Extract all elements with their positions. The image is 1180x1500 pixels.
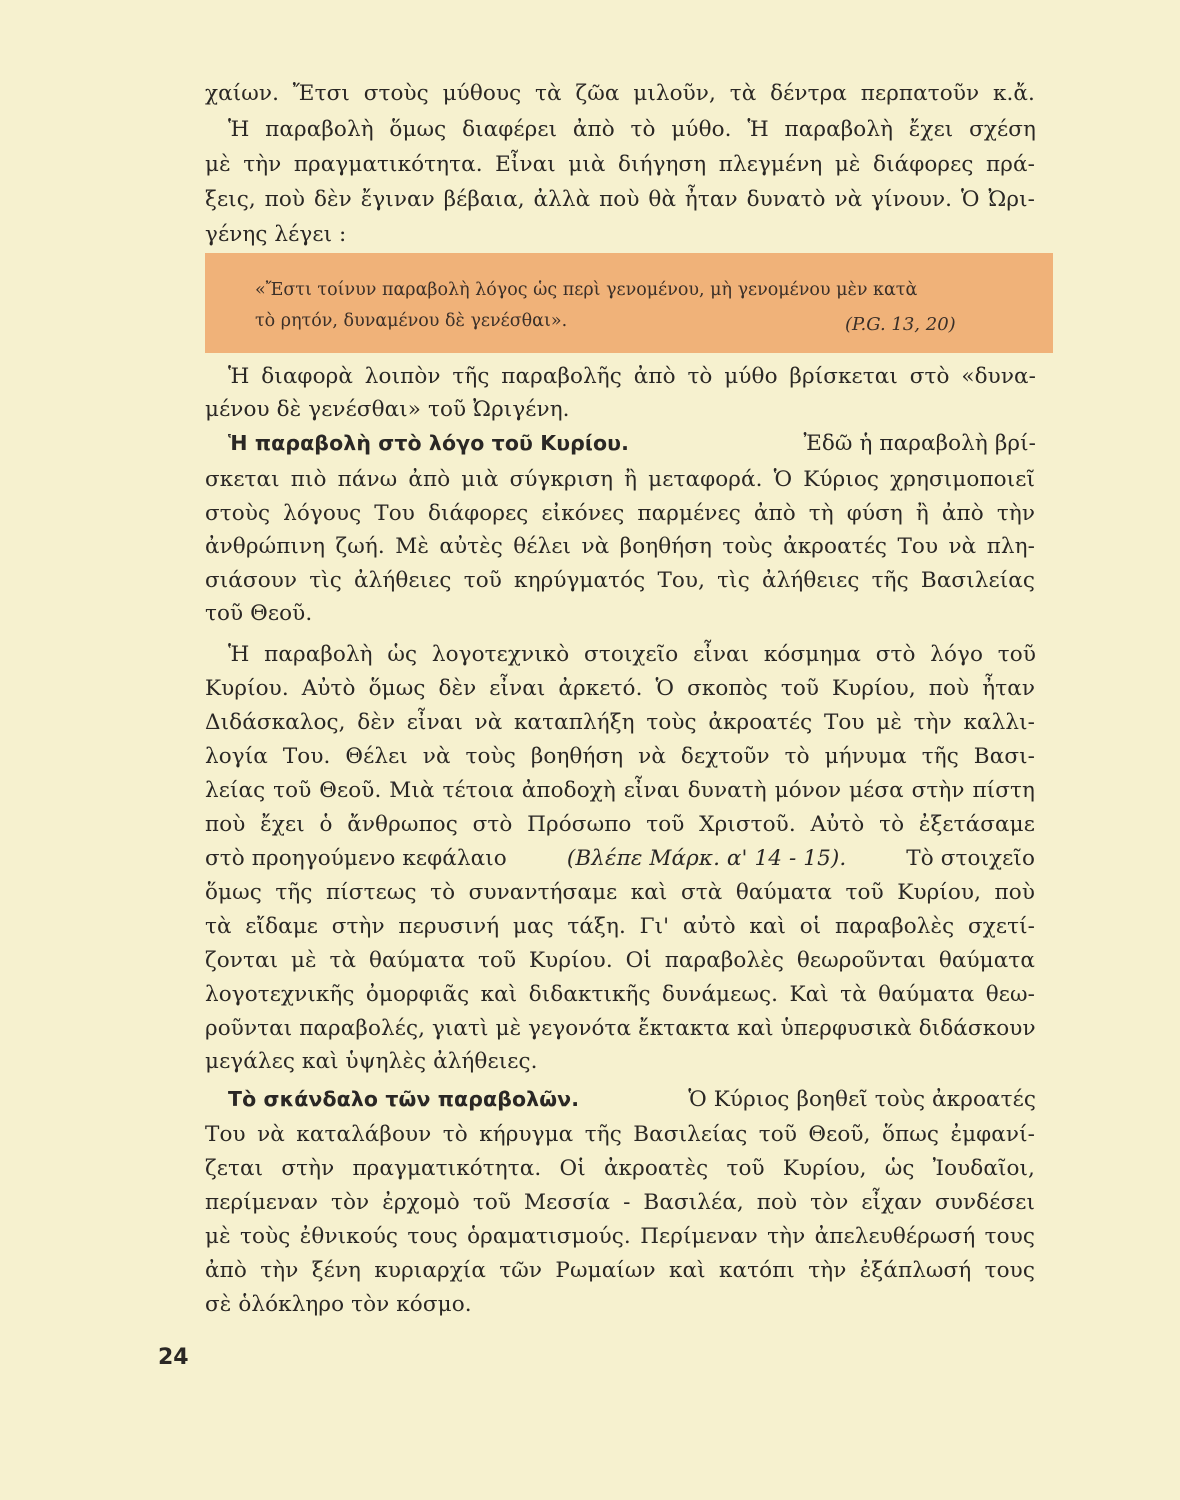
section-heading: Ἡ παραβολὴ στὸ λόγο τοῦ Κυρίου. (228, 431, 630, 455)
text-line: σκεται πιὸ πάνω ἀπὸ μιὰ σύγκριση ἢ μεταφορά. Ὁ Κύριος χρησιμοποιεῖ (205, 467, 1035, 492)
quote-highlight-box (205, 253, 1053, 353)
text-line: χαίων. Ἔτσι στοὺς μύθους τὰ ζῶα μιλοῦν, τὰ δέντρα περπατοῦν κ.ἄ. (205, 81, 1035, 106)
text-line: ὅμως τῆς πίστεως τὸ συναντήσαμε καὶ στὰ θαύματα τοῦ Κυρίου, ποὺ (205, 880, 1035, 905)
text-line: Ἡ διαφορὰ λοιπὸν τῆς παραβολῆς ἀπὸ τὸ μύθο βρίσκεται στὸ «δυνα- (228, 364, 1036, 389)
text-line: μεγάλες καὶ ὑψηλὲς ἀλήθειες. (205, 1049, 538, 1074)
text-line: Ἡ παραβολὴ ὡς λογοτεχνικὸ στοιχεῖο εἶναι κόσμημα στὸ λόγο τοῦ (228, 642, 1036, 667)
text-fragment: Τὸ στοιχεῖο (906, 846, 1035, 871)
text-fragment: Ὁ Κύριος βοηθεῖ τοὺς ἀκροατές (688, 1087, 1036, 1112)
section-heading: Τὸ σκάνδαλο τῶν παραβολῶν. (228, 1087, 580, 1111)
text-line: ἀνθρώπινη ζωή. Μὲ αὐτὲς θέλει νὰ βοηθήση τοὺς ἀκροατές Του νὰ πλη- (205, 534, 1035, 559)
text-line: μὲ τὴν πραγματικότητα. Εἶναι μιὰ διήγηση πλεγμένη μὲ διάφορες πρά- (205, 152, 1035, 177)
bible-reference: (Βλέπε Μάρκ. α' 14 - 15). (566, 846, 847, 871)
text-fragment: Ἐδῶ ἡ παραβολὴ βρί- (803, 431, 1036, 456)
text-line: σιάσουν τὶς ἀλήθειες τοῦ κηρύγματός Του, τὶς ἀλήθειες τῆς Βασιλείας (205, 568, 1035, 593)
quote-reference: (P.G. 13, 20) (845, 314, 956, 335)
page-number: 24 (158, 1345, 189, 1370)
text-line: ξεις, ποὺ δὲν ἔγιναν βέβαια, ἀλλὰ ποὺ θὰ ἦταν δυνατὸ νὰ γίνουν. Ὁ Ὠρι- (205, 187, 1035, 212)
text-fragment: στὸ προηγούμενο κεφάλαιο (205, 846, 507, 871)
text-line: ζονται μὲ τὰ θαύματα τοῦ Κυρίου. Οἱ παραβολὲς θεωροῦνται θαύματα (205, 948, 1035, 973)
text-line: περίμεναν τὸν ἐρχομὸ τοῦ Μεσσία - Βασιλέα, ποὺ τὸν εἶχαν συνδέσει (205, 1190, 1035, 1215)
text-line: ἀπὸ τὴν ξένη κυριαρχία τῶν Ρωμαίων καὶ κατόπι τὴν ἐξάπλωσή τους (205, 1258, 1035, 1283)
text-line (205, 846, 1035, 871)
text-line: λογοτεχνικῆς ὀμορφιᾶς καὶ διδακτικῆς δυνάμεως. Καὶ τὰ θαύματα θεω- (205, 982, 1035, 1007)
text-line: Διδάσκαλος, δὲν εἶναι νὰ καταπλήξη τοὺς ἀκροατές Του μὲ τὴν καλλι- (205, 710, 1035, 735)
text-line: γένης λέγει : (205, 222, 347, 247)
text-line: Κυρίου. Αὐτὸ ὅμως δὲν εἶναι ἀρκετό. Ὁ σκοπὸς τοῦ Κυρίου, ποὺ ἦταν (205, 676, 1035, 701)
text-line: τὰ εἴδαμε στὴν περυσινή μας τάξη. Γι' αὐτὸ καὶ οἱ παραβολὲς σχετί- (205, 914, 1035, 939)
text-line: ζεται στὴν πραγματικότητα. Οἱ ἀκροατὲς τοῦ Κυρίου, ὡς Ἰουδαῖοι, (205, 1156, 1035, 1181)
text-line: Ἡ παραβολὴ ὅμως διαφέρει ἀπὸ τὸ μύθο. Ἡ παραβολὴ ἔχει σχέση (228, 117, 1036, 142)
text-line: μὲ τοὺς ἐθνικούς τους ὁραματισμούς. Περίμεναν τὴν ἀπελευθέρωσή τους (205, 1224, 1035, 1249)
text-line: λογία Του. Θέλει νὰ τοὺς βοηθήση νὰ δεχτοῦν τὸ μήνυμα τῆς Βασι- (205, 744, 1035, 769)
text-line: Του νὰ καταλάβουν τὸ κήρυγμα τῆς Βασιλείας τοῦ Θεοῦ, ὅπως ἐμφανί- (205, 1122, 1035, 1147)
text-line: μένου δὲ γενέσθαι» τοῦ Ὠριγένη. (205, 397, 570, 422)
text-line: τοῦ Θεοῦ. (205, 601, 313, 626)
text-line (228, 1087, 1036, 1112)
quote-line: τὸ ρητόν, δυναμένου δὲ γενέσθαι». (255, 311, 568, 331)
text-line: σὲ ὁλόκληρο τὸν κόσμο. (205, 1292, 472, 1317)
text-line: ποὺ ἔχει ὁ ἄνθρωπος στὸ Πρόσωπο τοῦ Χριστοῦ. Αὐτὸ τὸ ἐξετάσαμε (205, 812, 1035, 837)
quote-line: «Ἔστι τοίνυν παραβολὴ λόγος ὡς περὶ γενομένου, μὴ γενομένου μὲν κατὰ (255, 280, 918, 300)
text-line: στοὺς λόγους Του διάφορες εἰκόνες παρμένες ἀπὸ τὴ φύση ἢ ἀπὸ τὴν (205, 501, 1035, 526)
text-line: ροῦνται παραβολές, γιατὶ μὲ γεγονότα ἔκτακτα καὶ ὑπερφυσικὰ διδάσκουν (205, 1016, 1036, 1041)
text-line (228, 431, 1036, 456)
text-line: λείας τοῦ Θεοῦ. Μιὰ τέτοια ἀποδοχὴ εἶναι δυνατὴ μόνον μέσα στὴν πίστη (205, 778, 1035, 803)
